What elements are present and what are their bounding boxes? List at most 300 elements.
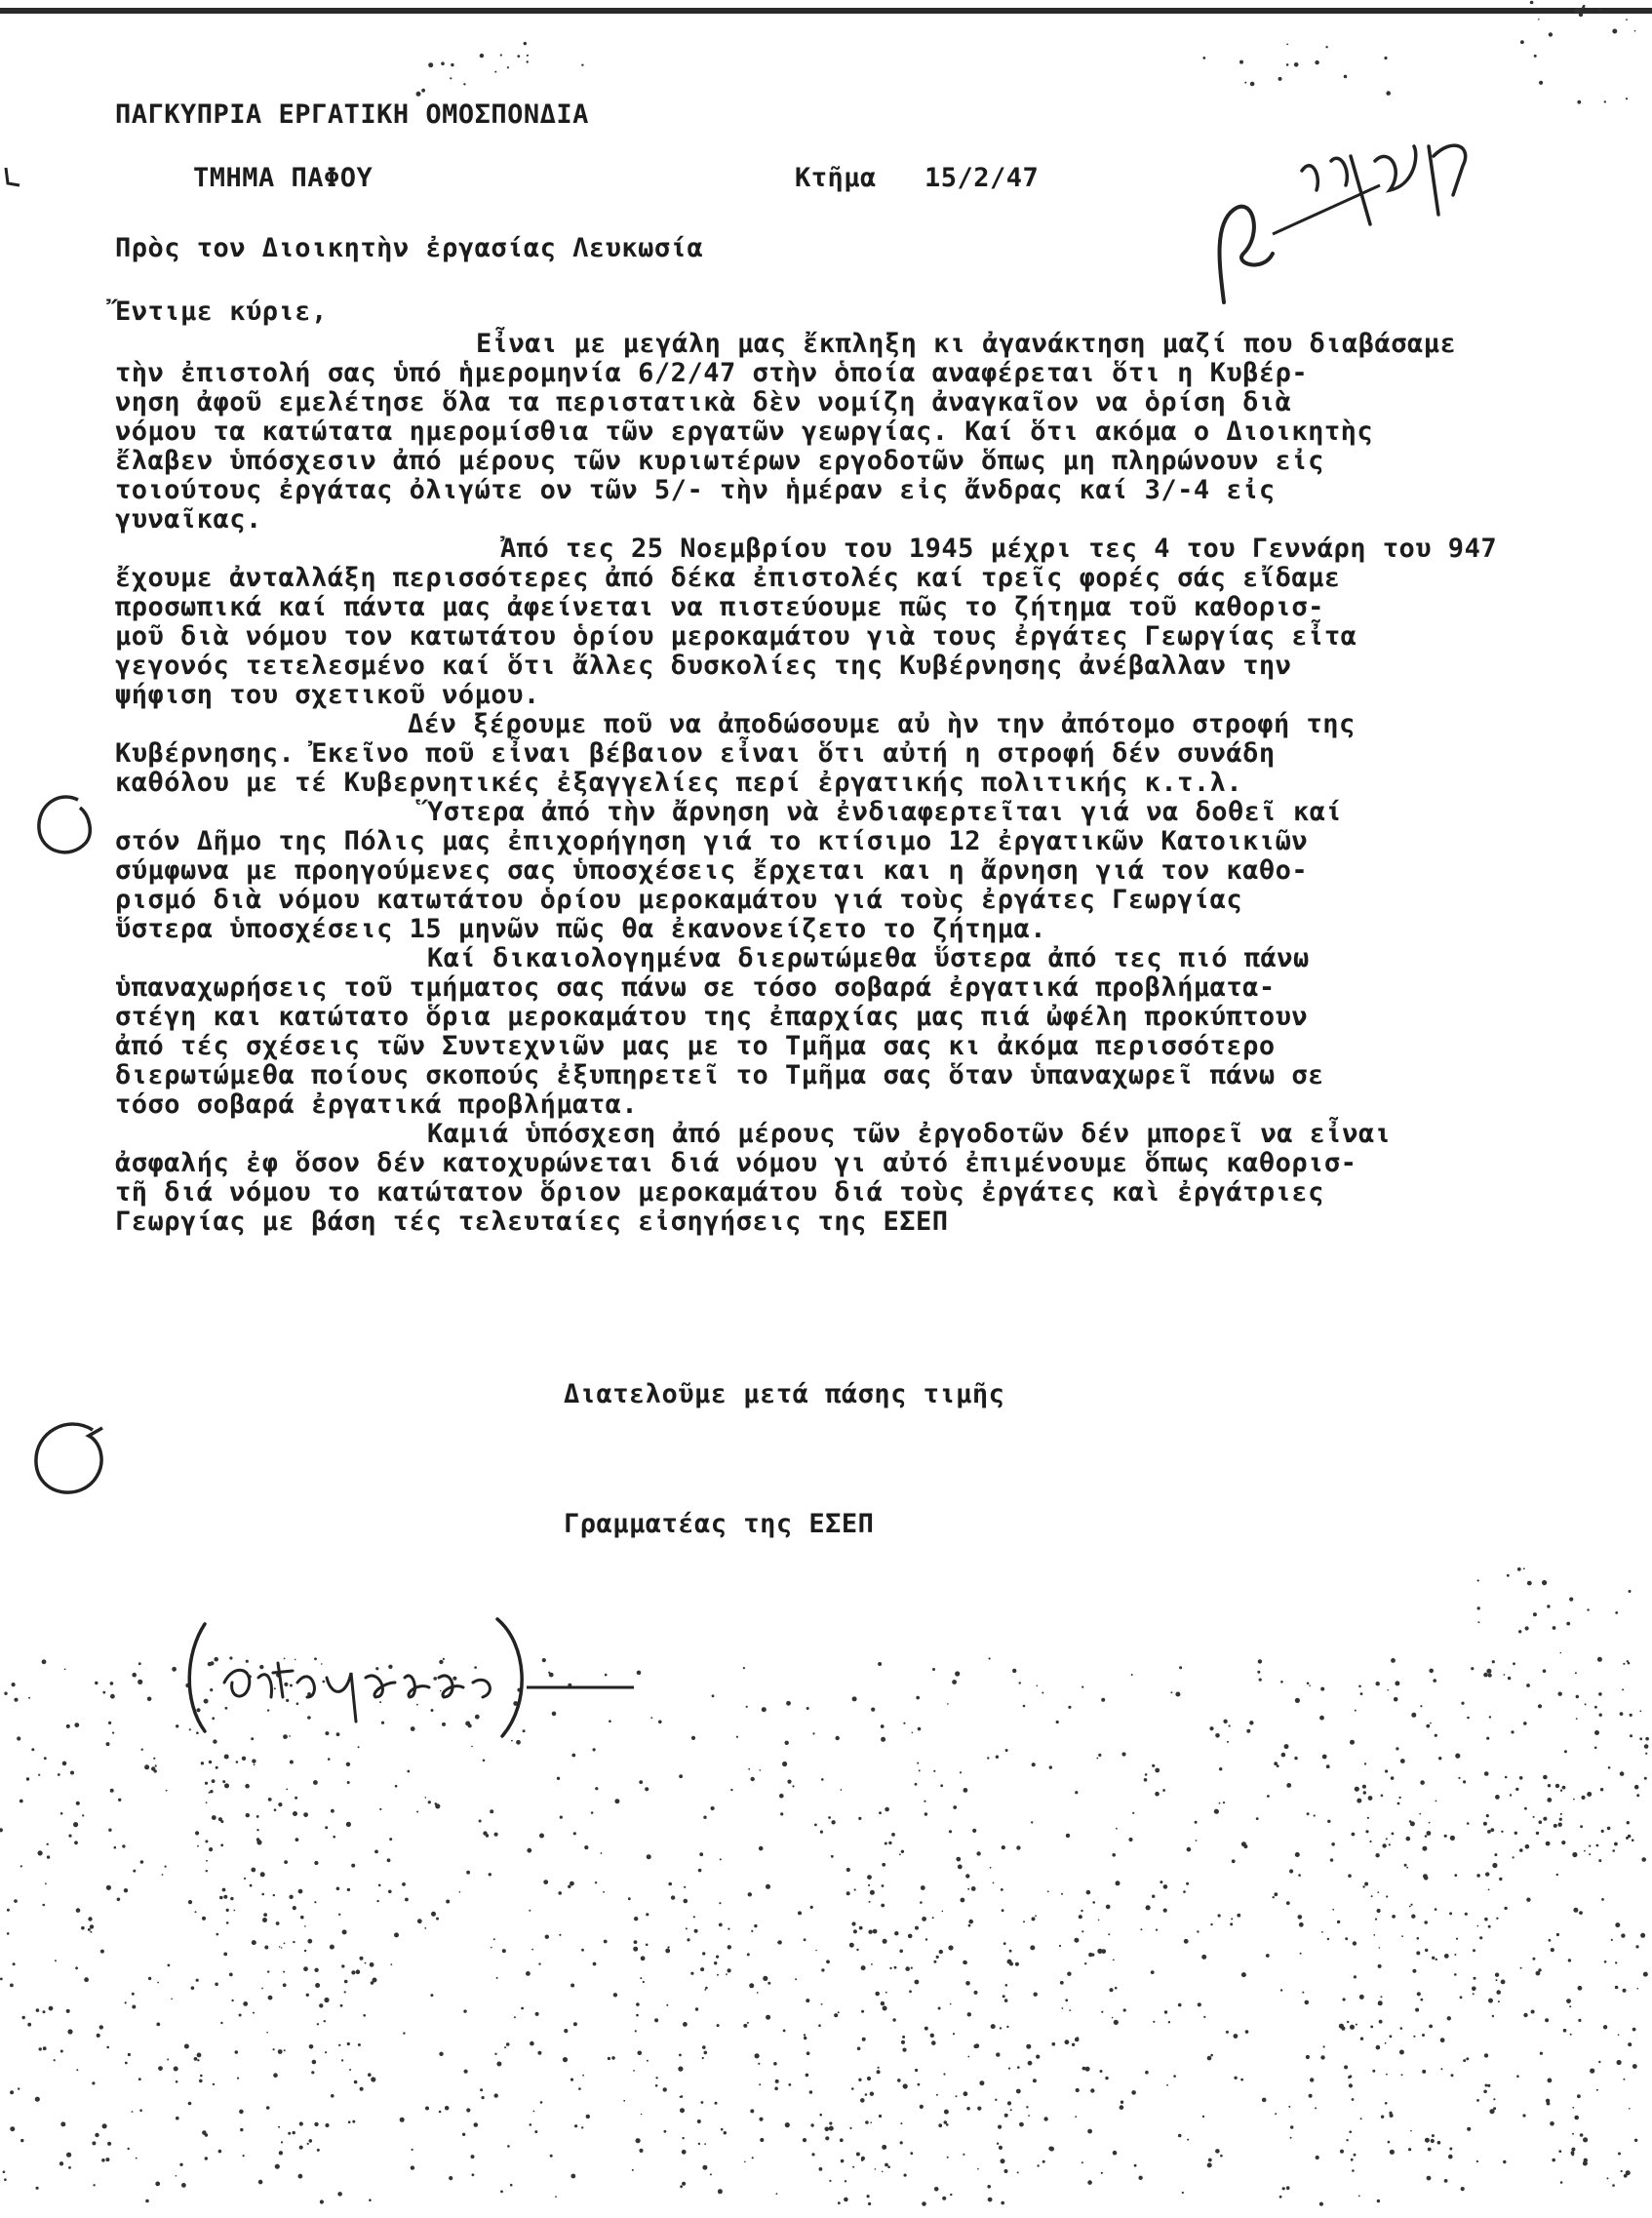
noise-speck xyxy=(1587,1792,1592,1797)
noise-speck xyxy=(1641,1857,1646,1862)
noise-speck xyxy=(1257,1671,1260,1674)
body-line: ρισμό διὰ νόμου κατωτάτου ὁρίου μεροκαμάτου γιά τοὺς ἐργάτες Γεωργίας xyxy=(115,885,1243,915)
noise-speck xyxy=(1589,1845,1591,1847)
noise-speck xyxy=(155,1764,157,1766)
noise-speck xyxy=(1074,1938,1079,1943)
noise-speck xyxy=(1461,2187,1465,2191)
noise-speck xyxy=(1600,1788,1603,1791)
noise-speck xyxy=(857,2047,861,2051)
noise-speck xyxy=(1036,2055,1040,2059)
noise-speck xyxy=(1576,1695,1579,1698)
noise-speck xyxy=(66,2153,71,2158)
noise-speck xyxy=(1615,1611,1618,1614)
noise-speck xyxy=(939,1950,943,1954)
noise-speck xyxy=(333,1836,335,1839)
noise-speck xyxy=(309,2139,313,2143)
noise-speck xyxy=(1037,1685,1039,1687)
noise-speck xyxy=(527,1848,531,1853)
noise-speck xyxy=(1239,60,1243,64)
noise-speck xyxy=(1532,1958,1535,1961)
noise-speck xyxy=(125,2001,127,2003)
noise-speck xyxy=(1364,1763,1366,1764)
noise-speck xyxy=(1576,1718,1578,1720)
noise-speck xyxy=(1542,1580,1547,1585)
noise-speck xyxy=(915,2069,918,2072)
noise-speck xyxy=(751,1777,755,1781)
noise-speck xyxy=(1373,1934,1375,1936)
noise-speck xyxy=(216,1766,218,1769)
noise-speck xyxy=(680,2185,683,2188)
noise-speck xyxy=(1492,1660,1495,1663)
noise-speck xyxy=(540,2101,543,2104)
noise-speck xyxy=(262,1918,267,1922)
noise-speck xyxy=(1580,2133,1584,2137)
noise-speck xyxy=(1617,2060,1622,2065)
noise-speck xyxy=(1231,1918,1233,1920)
noise-speck xyxy=(1401,2074,1403,2076)
noise-speck xyxy=(1155,1792,1160,1797)
noise-speck xyxy=(1358,1685,1361,1688)
noise-speck xyxy=(1240,2079,1243,2081)
salutation: Ἔντιμε κύριε, xyxy=(115,297,328,327)
noise-speck xyxy=(371,2077,375,2081)
noise-speck xyxy=(900,2122,902,2124)
noise-speck xyxy=(314,1968,318,1972)
letter-body xyxy=(115,330,1617,1237)
noise-speck xyxy=(887,2165,890,2168)
noise-speck xyxy=(581,1949,584,1952)
noise-speck xyxy=(1327,1820,1330,1823)
noise-speck xyxy=(128,2053,131,2056)
noise-speck xyxy=(412,2149,413,2151)
noise-speck xyxy=(424,1927,426,1929)
noise-speck xyxy=(1087,2129,1092,2134)
noise-speck xyxy=(655,2077,657,2079)
noise-speck xyxy=(1280,1989,1282,1991)
noise-speck xyxy=(844,2198,848,2202)
noise-speck xyxy=(449,2176,452,2180)
noise-speck xyxy=(1028,2061,1033,2066)
noise-speck xyxy=(1065,1999,1068,2001)
noise-speck xyxy=(632,2169,634,2171)
noise-speck xyxy=(1397,1802,1400,1805)
noise-speck xyxy=(1069,2009,1071,2011)
noise-speck xyxy=(1347,2021,1349,2023)
noise-speck xyxy=(237,2078,239,2079)
noise-speck xyxy=(868,1930,872,1934)
noise-speck xyxy=(1607,1827,1611,1831)
noise-speck xyxy=(1505,1776,1508,1779)
noise-speck xyxy=(948,1945,953,1950)
noise-speck xyxy=(125,2062,128,2065)
noise-speck xyxy=(1319,1716,1324,1721)
noise-speck xyxy=(1598,1692,1602,1696)
noise-speck xyxy=(860,2098,865,2103)
noise-speck xyxy=(90,1924,94,1928)
noise-speck xyxy=(1017,2171,1019,2173)
noise-speck xyxy=(342,1929,347,1934)
noise-speck xyxy=(695,2007,698,2010)
noise-speck xyxy=(293,2131,295,2134)
noise-speck xyxy=(919,1769,921,1771)
noise-speck xyxy=(573,2022,577,2026)
noise-speck xyxy=(181,2183,186,2188)
noise-speck xyxy=(678,2067,683,2072)
noise-speck xyxy=(1123,2008,1126,2011)
noise-speck xyxy=(502,1949,506,1953)
noise-speck xyxy=(931,2040,936,2045)
noise-speck xyxy=(1294,62,1299,67)
noise-speck xyxy=(1091,1954,1094,1957)
noise-speck xyxy=(1406,1867,1408,1869)
noise-speck xyxy=(253,2012,255,2014)
noise-speck xyxy=(1627,1821,1630,1824)
noise-speck xyxy=(264,1946,268,1950)
noise-speck xyxy=(325,1826,328,1829)
noise-speck xyxy=(966,2107,970,2111)
noise-speck xyxy=(1523,1567,1525,1569)
noise-speck xyxy=(1019,1682,1021,1683)
noise-speck xyxy=(1440,2038,1445,2042)
noise-speck xyxy=(479,1820,482,1823)
noise-speck xyxy=(395,1785,398,1788)
noise-speck xyxy=(176,2175,177,2177)
noise-speck xyxy=(967,1888,969,1890)
noise-speck xyxy=(550,2155,553,2158)
noise-speck xyxy=(425,2107,429,2111)
noise-speck xyxy=(750,2109,754,2113)
noise-speck xyxy=(1622,1688,1624,1690)
noise-speck xyxy=(1352,2169,1355,2172)
noise-speck xyxy=(1210,1923,1212,1925)
noise-speck xyxy=(188,1900,192,1904)
noise-speck xyxy=(325,2123,329,2127)
noise-speck xyxy=(320,2199,324,2203)
noise-speck xyxy=(1572,1852,1577,1857)
noise-speck xyxy=(1485,1872,1489,1876)
noise-speck xyxy=(900,2141,903,2144)
noise-speck xyxy=(899,1950,903,1954)
noise-speck xyxy=(500,54,502,56)
noise-speck xyxy=(1510,1794,1512,1796)
noise-speck xyxy=(197,2059,199,2061)
noise-speck xyxy=(1519,1848,1523,1852)
noise-speck xyxy=(1575,8,1580,13)
noise-speck xyxy=(493,1938,495,1940)
noise-speck xyxy=(1399,2050,1404,2055)
noise-speck xyxy=(1278,77,1282,81)
noise-speck xyxy=(646,1913,649,1916)
noise-speck xyxy=(668,1946,670,1948)
noise-speck xyxy=(902,2048,906,2052)
noise-speck xyxy=(1623,1663,1625,1665)
noise-speck xyxy=(1474,1977,1476,1980)
noise-speck xyxy=(527,55,529,57)
noise-speck xyxy=(875,1992,880,1997)
noise-speck xyxy=(1628,1835,1632,1839)
noise-speck xyxy=(450,77,452,79)
noise-speck xyxy=(363,2014,366,2017)
noise-speck xyxy=(1030,1945,1035,1950)
noise-speck xyxy=(1410,1821,1415,1826)
noise-speck xyxy=(586,2115,590,2119)
noise-speck xyxy=(1394,1697,1398,1702)
noise-speck xyxy=(1572,2133,1574,2135)
noise-speck xyxy=(314,1901,316,1903)
noise-speck xyxy=(534,2130,537,2133)
noise-speck xyxy=(1354,2154,1357,2157)
noise-speck xyxy=(836,1736,840,1740)
noise-speck xyxy=(324,2020,326,2022)
noise-speck xyxy=(213,2083,215,2085)
noise-speck xyxy=(640,1977,642,1979)
noise-speck xyxy=(716,1956,719,1959)
noise-speck xyxy=(861,1965,866,1970)
noise-speck xyxy=(138,1680,142,1684)
noise-speck xyxy=(165,1866,167,1868)
noise-speck xyxy=(47,1855,50,1858)
noise-speck xyxy=(1504,1907,1507,1910)
noise-speck xyxy=(821,1968,824,1971)
noise-speck xyxy=(1349,2083,1353,2087)
noise-speck xyxy=(958,1865,963,1870)
noise-speck xyxy=(861,2010,864,2013)
noise-speck xyxy=(538,1962,540,1964)
noise-speck xyxy=(317,2149,320,2152)
noise-speck xyxy=(963,2154,964,2156)
noise-speck xyxy=(1298,1874,1301,1877)
noise-speck xyxy=(92,2141,96,2145)
noise-speck xyxy=(229,1973,233,1977)
noise-speck xyxy=(148,1977,151,1980)
noise-speck xyxy=(1473,1993,1475,1995)
noise-speck xyxy=(1023,1705,1026,1708)
noise-speck xyxy=(1178,2003,1182,2007)
noise-speck xyxy=(1522,2114,1525,2117)
noise-speck xyxy=(293,1811,297,1816)
noise-speck xyxy=(1569,2005,1571,2007)
noise-speck xyxy=(167,2059,169,2061)
noise-speck xyxy=(916,1696,920,1700)
noise-speck xyxy=(1337,1921,1340,1923)
noise-speck xyxy=(748,1768,750,1770)
noise-speck xyxy=(858,1817,861,1820)
noise-speck xyxy=(570,2174,575,2179)
noise-speck xyxy=(814,1824,817,1827)
noise-speck xyxy=(1435,1908,1437,1911)
noise-speck xyxy=(1570,2034,1572,2036)
noise-speck xyxy=(996,1756,999,1759)
noise-speck xyxy=(117,1898,121,1902)
noise-speck xyxy=(950,2194,952,2196)
noise-speck xyxy=(171,1999,173,2000)
noise-speck xyxy=(1002,1909,1004,1912)
noise-speck xyxy=(347,1781,350,1784)
noise-speck xyxy=(1101,1698,1105,1702)
noise-speck xyxy=(1543,1775,1548,1780)
noise-speck xyxy=(215,1983,218,1987)
noise-speck xyxy=(1208,2159,1212,2162)
noise-speck xyxy=(1023,1921,1025,1922)
noise-speck xyxy=(1560,2181,1563,2184)
noise-speck xyxy=(26,1777,29,1780)
noise-speck xyxy=(286,1789,288,1791)
noise-speck xyxy=(852,2166,854,2168)
noise-speck xyxy=(976,1851,980,1855)
noise-speck xyxy=(1116,1828,1118,1830)
noise-speck xyxy=(908,1934,913,1939)
body-line: γυναῖκας. xyxy=(115,504,262,535)
noise-speck xyxy=(1476,1874,1480,1878)
noise-speck xyxy=(1517,1567,1521,1571)
noise-speck xyxy=(44,1757,47,1760)
noise-speck xyxy=(591,1811,594,1814)
noise-speck xyxy=(1258,1659,1262,1663)
noise-speck xyxy=(421,89,425,93)
noise-speck xyxy=(20,1800,23,1803)
noise-speck xyxy=(829,2121,832,2124)
noise-speck xyxy=(1618,2153,1621,2156)
noise-speck xyxy=(1114,2020,1119,2025)
noise-speck xyxy=(1214,1809,1219,1814)
noise-speck xyxy=(54,2059,56,2061)
noise-speck xyxy=(968,1924,971,1927)
noise-speck xyxy=(45,1882,47,1884)
noise-speck xyxy=(795,1978,797,1980)
noise-speck xyxy=(346,1763,350,1766)
noise-speck xyxy=(1395,1681,1399,1685)
noise-speck xyxy=(870,1890,875,1895)
noise-speck xyxy=(106,1742,110,1746)
noise-speck xyxy=(1548,1784,1551,1787)
noise-speck xyxy=(199,2079,203,2083)
noise-speck xyxy=(933,1961,936,1963)
noise-speck xyxy=(1168,2021,1170,2023)
noise-speck xyxy=(701,2101,704,2104)
noise-speck xyxy=(1081,1910,1082,1912)
noise-speck xyxy=(1187,1847,1192,1852)
noise-speck xyxy=(785,2122,790,2127)
noise-speck xyxy=(1488,1889,1490,1891)
noise-speck xyxy=(1362,1785,1366,1789)
noise-speck xyxy=(922,2201,926,2206)
noise-speck xyxy=(138,1662,141,1665)
noise-speck xyxy=(1391,1776,1395,1780)
noise-speck xyxy=(354,2080,358,2084)
noise-speck xyxy=(883,2006,887,2011)
noise-speck xyxy=(1555,1784,1559,1788)
noise-speck xyxy=(428,1801,431,1803)
noise-speck xyxy=(1386,1895,1388,1897)
noise-speck xyxy=(1156,1929,1158,1931)
noise-speck xyxy=(810,1906,813,1909)
noise-speck xyxy=(1438,1757,1441,1760)
noise-speck xyxy=(1538,19,1540,20)
noise-speck xyxy=(608,2057,610,2060)
noise-speck xyxy=(665,1949,670,1954)
noise-speck xyxy=(337,2192,342,2197)
noise-speck xyxy=(239,2110,244,2115)
noise-speck xyxy=(1113,2151,1118,2156)
noise-speck xyxy=(315,1983,320,1988)
noise-speck xyxy=(1477,1621,1479,1623)
noise-speck xyxy=(278,2049,283,2054)
noise-speck xyxy=(263,1913,267,1917)
noise-speck xyxy=(943,2073,945,2075)
noise-speck xyxy=(977,2168,979,2170)
noise-speck xyxy=(1351,2159,1354,2161)
noise-speck xyxy=(1556,1874,1558,1876)
noise-speck xyxy=(368,2073,372,2077)
noise-speck xyxy=(871,1708,875,1712)
noise-speck xyxy=(1363,1791,1366,1794)
noise-speck xyxy=(710,2173,712,2175)
noise-speck xyxy=(379,1808,381,1810)
noise-speck xyxy=(1349,2130,1352,2133)
noise-speck xyxy=(278,1802,282,1806)
noise-speck xyxy=(559,1934,561,1936)
noise-speck xyxy=(717,2024,720,2027)
noise-speck xyxy=(1355,1787,1359,1792)
noise-speck xyxy=(1112,2017,1114,2019)
noise-speck xyxy=(932,1917,934,1919)
noise-speck xyxy=(206,1860,208,1862)
noise-speck xyxy=(176,2117,179,2120)
noise-speck xyxy=(1629,2108,1631,2110)
noise-speck xyxy=(507,66,509,68)
noise-speck xyxy=(220,2022,222,2024)
noise-speck xyxy=(1353,1941,1357,1945)
noise-speck xyxy=(809,2090,813,2094)
noise-speck xyxy=(224,1755,229,1760)
noise-speck xyxy=(1476,2099,1479,2102)
noise-speck xyxy=(724,2131,727,2134)
noise-speck xyxy=(1155,1768,1160,1773)
noise-speck xyxy=(510,2184,513,2187)
noise-speck xyxy=(1543,1669,1547,1673)
noise-speck xyxy=(1284,1744,1289,1749)
noise-speck xyxy=(1429,1669,1434,1674)
noise-speck xyxy=(533,2111,535,2113)
noise-speck xyxy=(1422,1846,1427,1851)
noise-speck xyxy=(1598,2061,1600,2063)
noise-speck xyxy=(1561,1841,1565,1844)
noise-speck xyxy=(690,1972,693,1975)
noise-speck xyxy=(1385,2042,1387,2044)
noise-speck xyxy=(646,1944,649,1947)
noise-speck xyxy=(1381,2116,1384,2119)
noise-speck xyxy=(1590,2069,1594,2074)
noise-speck xyxy=(205,2157,208,2159)
noise-speck xyxy=(1558,1692,1562,1696)
noise-speck xyxy=(1467,2127,1471,2131)
noise-speck xyxy=(719,1902,721,1904)
noise-speck xyxy=(43,2046,47,2050)
noise-speck xyxy=(684,1886,686,1888)
noise-speck xyxy=(1436,1801,1437,1802)
noise-speck xyxy=(1559,1818,1562,1821)
noise-speck xyxy=(18,2087,20,2089)
noise-speck xyxy=(1422,2070,1426,2074)
noise-speck xyxy=(535,2012,539,2016)
noise-speck xyxy=(1634,1785,1639,1790)
noise-speck xyxy=(1458,1777,1460,1779)
noise-speck xyxy=(1360,2038,1363,2040)
noise-speck xyxy=(679,2054,682,2057)
noise-speck xyxy=(219,1896,223,1900)
noise-speck xyxy=(1042,1692,1043,1694)
noise-speck xyxy=(1056,1721,1059,1723)
